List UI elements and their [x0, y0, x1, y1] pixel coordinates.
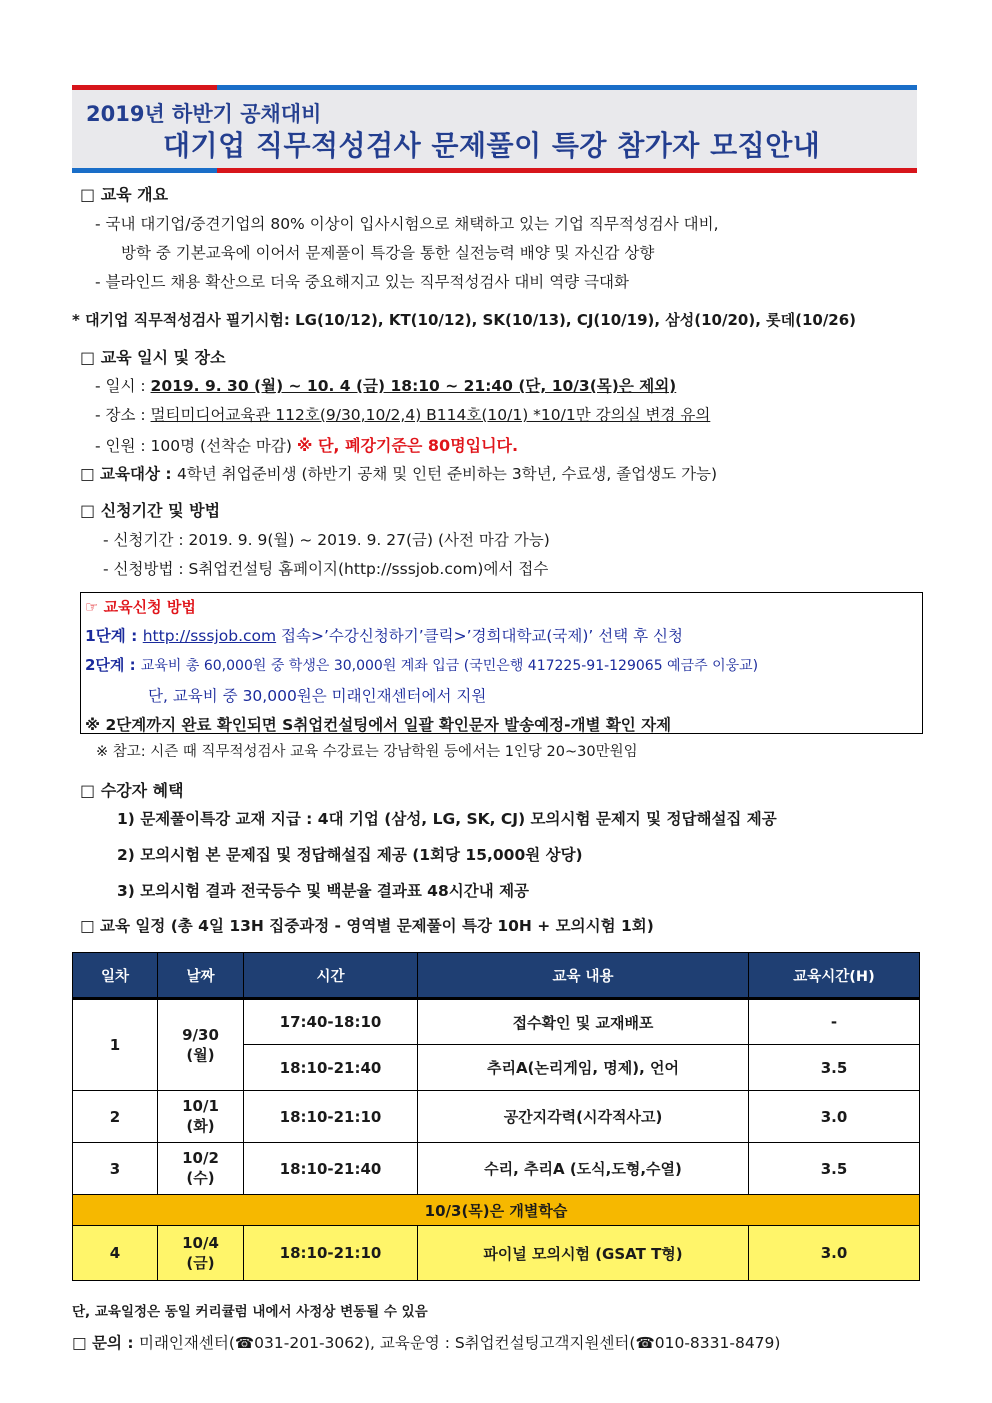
col-header-time: 시간 — [244, 953, 418, 999]
cell-time: 18:10-21:40 — [244, 1045, 418, 1091]
schedule-table — [72, 952, 920, 1281]
cell-content: 파이널 모의시험 (GSAT T형) — [418, 1226, 749, 1281]
people-label: - 인원 : 100명 (선착순 마감) — [95, 437, 297, 455]
cell-hours: 3.0 — [749, 1226, 920, 1281]
contact-line — [72, 1331, 780, 1353]
cell-content: 추리A(논리게임, 명제), 언어 — [418, 1045, 749, 1091]
cell-date: 10/4 (금) — [158, 1226, 244, 1281]
cell-time: 18:10-21:10 — [244, 1091, 418, 1143]
exam-dates-note: * 대기업 직무적성검사 필기시험: LG(10/12), KT(10/12), SK(10/13), CJ(10/19), 삼성(10/20), 롯데(10/26) — [72, 311, 857, 329]
cell-time: 18:10-21:40 — [244, 1143, 418, 1195]
apply-step-1 — [85, 624, 683, 646]
cell-hours: 3.0 — [749, 1091, 920, 1143]
table-row-highlight — [73, 1226, 920, 1281]
table-header-row — [73, 953, 920, 999]
table-row — [73, 999, 920, 1045]
header-accent-red — [72, 85, 217, 90]
date-value: 2019. 9. 30 (월) ~ 10. 4 (금) 18:10 ~ 21:40 (단, 10/3(목)은 제외) — [150, 377, 677, 395]
step1-label: 1단계 : — [85, 627, 143, 645]
apply-method: - 신청방법 : S취업컨설팅 홈페이지(http://sssjob.com)에서 접수 — [103, 560, 549, 578]
cell-content: 수리, 추리A (도식,도형,수열) — [418, 1143, 749, 1195]
apply-heading: □ 신청기간 및 방법 — [80, 501, 221, 520]
overview-bullet-1: - 국내 대기업/중견기업의 80% 이상이 입사시험으로 채택하고 있는 기업 직무적성검사 대비, — [95, 215, 719, 233]
cell-time: 17:40-18:10 — [244, 999, 418, 1045]
cell-hours: 3.5 — [749, 1045, 920, 1091]
overview-bullet-1-cont: 방학 중 기본교육에 이어서 문제풀이 특강을 통한 실전능력 배양 및 자신감 상향 — [121, 244, 655, 262]
contact-value: 미래인재센터(☎031-201-3062), 교육운영 : S취업컨설팅고객지원센터(☎010-8331-8479) — [138, 1334, 781, 1352]
cell-date: 10/1 (화) — [158, 1091, 244, 1143]
people-line — [95, 433, 518, 456]
step1-link[interactable]: http://sssjob.com — [142, 627, 277, 645]
place-label: - 장소 : — [95, 406, 151, 424]
cell-hours: 3.5 — [749, 1143, 920, 1195]
cell-hours: - — [749, 999, 920, 1045]
cell-day: 2 — [73, 1091, 158, 1143]
place-value: 멀티미디어교육관 112호(9/30,10/2,4) B114호(10/1) *10/1만 강의실 변경 유의 — [150, 406, 711, 424]
target-heading: □ 교육대상 : — [80, 465, 177, 483]
cell-day: 3 — [73, 1143, 158, 1195]
col-header-hours: 교육시간(H) — [749, 953, 920, 999]
cell-day: 1 — [73, 999, 158, 1091]
cell-day: 4 — [73, 1226, 158, 1281]
col-header-day: 일차 — [73, 953, 158, 999]
date-line — [95, 374, 676, 396]
schedule-place-heading: □ 교육 일시 및 장소 — [80, 348, 226, 367]
header-subtitle: 2019년 하반기 공채대비 — [86, 102, 322, 126]
page-title: 대기업 직무적성검사 문제풀이 특강 참가자 모집안내 — [163, 129, 821, 162]
apply-period: - 신청기간 : 2019. 9. 9(월) ~ 2019. 9. 27(금) (사전 마감 가능) — [103, 531, 550, 549]
col-header-content: 교육 내용 — [418, 953, 749, 999]
schedule-footnote: 단, 교육일정은 동일 커리큘럼 내에서 사정상 변동될 수 있음 — [72, 1304, 428, 1320]
cell-content: 공간지각력(시각적사고) — [418, 1091, 749, 1143]
header-accent-blue-bottom — [72, 168, 217, 173]
apply-step-2-cont: 단, 교육비 중 30,000원은 미래인재센터에서 지원 — [148, 687, 487, 705]
target-value: 4학년 취업준비생 (하반기 공채 및 인턴 준비하는 3학년, 수료생, 졸업생도 가능) — [176, 465, 718, 483]
step2-text: 교육비 총 60,000원 중 학생은 30,000원 계좌 입금 (국민은행 417225-91-129065 예금주 이웅교) — [140, 658, 759, 674]
step1-rest: 접속>’수강신청하기’클릭>’경희대학교(국제)’ 선택 후 신청 — [276, 627, 684, 645]
benefit-item: 3) 모의시험 결과 전국등수 및 백분율 결과표 48시간내 제공 — [117, 882, 530, 900]
benefit-item: 1) 문제풀이특강 교재 지급 : 4대 기업 (삼성, LG, SK, CJ) 모의시험 문제지 및 정답해설집 제공 — [117, 810, 777, 828]
benefit-item: 2) 모의시험 본 문제집 및 정답해설집 제공 (1회당 15,000원 상당) — [117, 846, 583, 864]
header-accent-blue — [217, 85, 917, 90]
people-note: ※ 단, 폐강기준은 80명입니다. — [296, 436, 519, 455]
step2-label: 2단계 : — [85, 656, 141, 674]
tuition-reference: ※ 참고: 시즌 때 직무적성검사 교육 수강료는 강남학원 등에서는 1인당 20~30만원임 — [96, 744, 638, 760]
date-label: - 일시 : — [95, 377, 151, 395]
apply-step-2 — [85, 654, 758, 675]
benefits-heading: □ 수강자 혜택 — [80, 781, 184, 800]
target-line — [80, 462, 717, 484]
self-study-note: 10/3(목)은 개별학습 — [73, 1195, 920, 1226]
place-line — [95, 403, 710, 425]
cell-time: 18:10-21:10 — [244, 1226, 418, 1281]
schedule-heading: □ 교육 일정 (총 4일 13H 집중과정 - 영역별 문제풀이 특강 10H + 모의시험 1회) — [80, 917, 654, 935]
overview-bullet-2: - 블라인드 채용 확산으로 더욱 중요해지고 있는 직무적성검사 대비 역량 극대화 — [95, 273, 630, 291]
col-header-date: 날짜 — [158, 953, 244, 999]
apply-box-title: ☞ 교육신청 방법 — [85, 598, 196, 616]
cell-date: 10/2 (수) — [158, 1143, 244, 1195]
contact-label: □ 문의 : — [72, 1334, 139, 1352]
apply-box-note: ※ 2단계까지 완료 확인되면 S취업컨설팅에서 일괄 확인문자 발송예정-개별 확인 자제 — [85, 716, 672, 734]
header-accent-red-bottom — [217, 168, 917, 173]
overview-heading: □ 교육 개요 — [80, 185, 169, 204]
table-note-row — [73, 1195, 920, 1226]
cell-date: 9/30 (월) — [158, 999, 244, 1091]
table-row — [73, 1143, 920, 1195]
cell-content: 접수확인 및 교재배포 — [418, 999, 749, 1045]
table-row — [73, 1091, 920, 1143]
